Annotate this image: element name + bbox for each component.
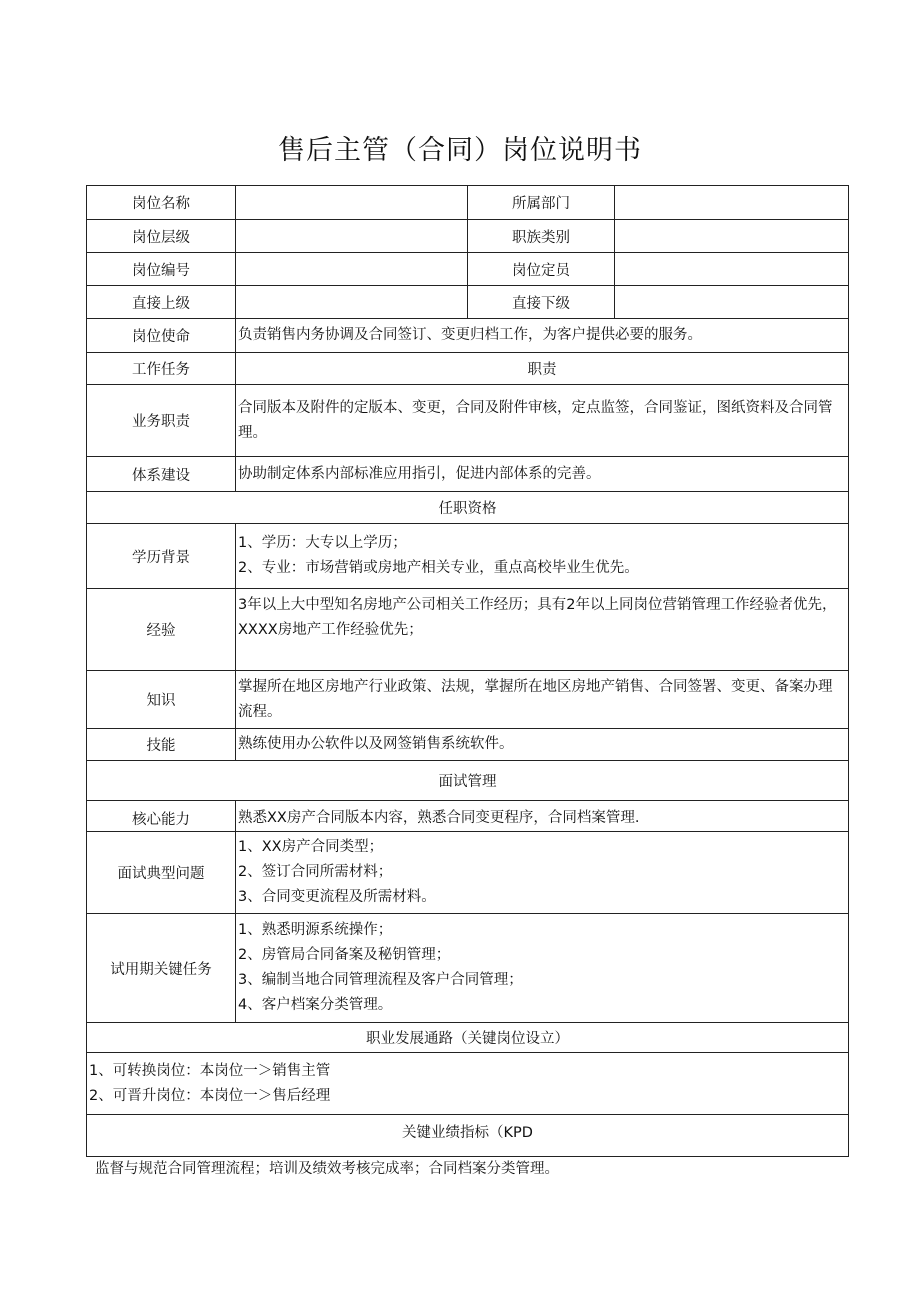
table-row [87,761,849,801]
typical-question-line: 2、签订合同所需材料； [238,864,393,880]
career-path-header: 职业发展通路（关键岗位设立） [87,1023,849,1053]
experience-label: 经验 [87,589,236,671]
interview-header: 面试管理 [87,761,849,801]
direct-superior-label: 直接上级 [87,286,236,319]
table-row [87,914,849,1023]
knowledge-label: 知识 [87,671,236,729]
table-row [87,801,849,832]
table-row [87,186,849,220]
job-family-value [615,220,849,253]
career-path-line: 1、可转换岗位：本岗位一＞销售主管 [89,1062,331,1079]
table-row [87,457,849,492]
table-row [87,1115,849,1157]
system-building-text: 协助制定体系内部标准应用指引，促进内部体系的完善。 [236,457,849,492]
position-level-value [236,220,468,253]
table-row [87,1023,849,1053]
kpi-header: 关键业绩指标（KPD [87,1115,849,1157]
education-line: 1、学历：大专以上学历； [238,535,407,551]
education-line: 2、专业：市场营销或房地产相关专业，重点高校毕业生优先。 [238,560,639,576]
probation-task-line: 2、房管局合同备案及秘钥管理； [238,947,451,963]
mission-text: 负责销售内务协调及合同签订、变更归档工作，为客户提供必要的服务。 [236,319,849,353]
probation-tasks-text [236,914,849,1023]
duty-header: 职责 [236,353,849,385]
probation-task-line: 4、客户档案分类管理。 [238,997,393,1013]
job-description-table [86,185,849,1157]
direct-superior-value [236,286,468,319]
headcount-value [615,253,849,286]
business-duty-label: 业务职责 [87,385,236,457]
position-name-label: 岗位名称 [87,186,236,220]
typical-questions-text [236,832,849,914]
position-level-label: 岗位层级 [87,220,236,253]
core-ability-label: 核心能力 [87,801,236,832]
position-code-label: 岗位编号 [87,253,236,286]
table-row [87,589,849,671]
business-duty-text: 合同版本及附件的定版本、变更，合同及附件审核，定点监签，合同鉴证，图纸资料及合同管理。 [236,385,849,457]
experience-text: 3年以上大中型知名房地产公司相关工作经历；具有2年以上同岗位营销管理工作经验者优先，XXXX房地产工作经验优先； [236,589,849,671]
department-value [615,186,849,220]
probation-tasks-label: 试用期关键任务 [87,914,236,1023]
position-name-value [236,186,468,220]
mission-label: 岗位使命 [87,319,236,353]
skills-text: 熟练使用办公软件以及网签销售系统软件。 [236,729,849,761]
education-label: 学历背景 [87,524,236,589]
job-family-label: 职族类别 [468,220,615,253]
department-label: 所属部门 [468,186,615,220]
education-text [236,524,849,589]
typical-question-line: 1、XX房产合同类型； [238,839,384,855]
career-path-text [87,1053,849,1115]
career-path-line: 2、可晋升岗位：本岗位一＞售后经理 [89,1087,331,1104]
skills-label: 技能 [87,729,236,761]
table-row [87,220,849,253]
table-row [87,353,849,385]
table-row [87,832,849,914]
table-row [87,286,849,319]
typical-question-line: 3、合同变更流程及所需材料。 [238,889,436,905]
probation-task-line: 1、熟悉明源系统操作； [238,922,393,938]
core-ability-text: 熟悉XX房产合同版本内容，熟悉合同变更程序，合同档案管理. [236,801,849,832]
table-row [87,319,849,353]
table-row [87,671,849,729]
headcount-label: 岗位定员 [468,253,615,286]
direct-subordinate-label: 直接下级 [468,286,615,319]
direct-subordinate-value [615,286,849,319]
task-header: 工作任务 [87,353,236,385]
qualifications-header: 任职资格 [87,492,849,524]
position-code-value [236,253,468,286]
kpi-text: 监督与规范合同管理流程；培训及绩效考核完成率；合同档案分类管理。 [95,1161,559,1177]
table-row [87,385,849,457]
table-row [87,492,849,524]
table-row [87,253,849,286]
probation-task-line: 3、编制当地合同管理流程及客户合同管理； [238,972,523,988]
table-row [87,524,849,589]
table-row [87,729,849,761]
page-title: 售后主管（合同）岗位说明书 [278,135,642,166]
system-building-label: 体系建设 [87,457,236,492]
table-row [87,1053,849,1115]
knowledge-text: 掌握所在地区房地产行业政策、法规，掌握所在地区房地产销售、合同签署、变更、备案办理流程。 [236,671,849,729]
typical-questions-label: 面试典型问题 [87,832,236,914]
